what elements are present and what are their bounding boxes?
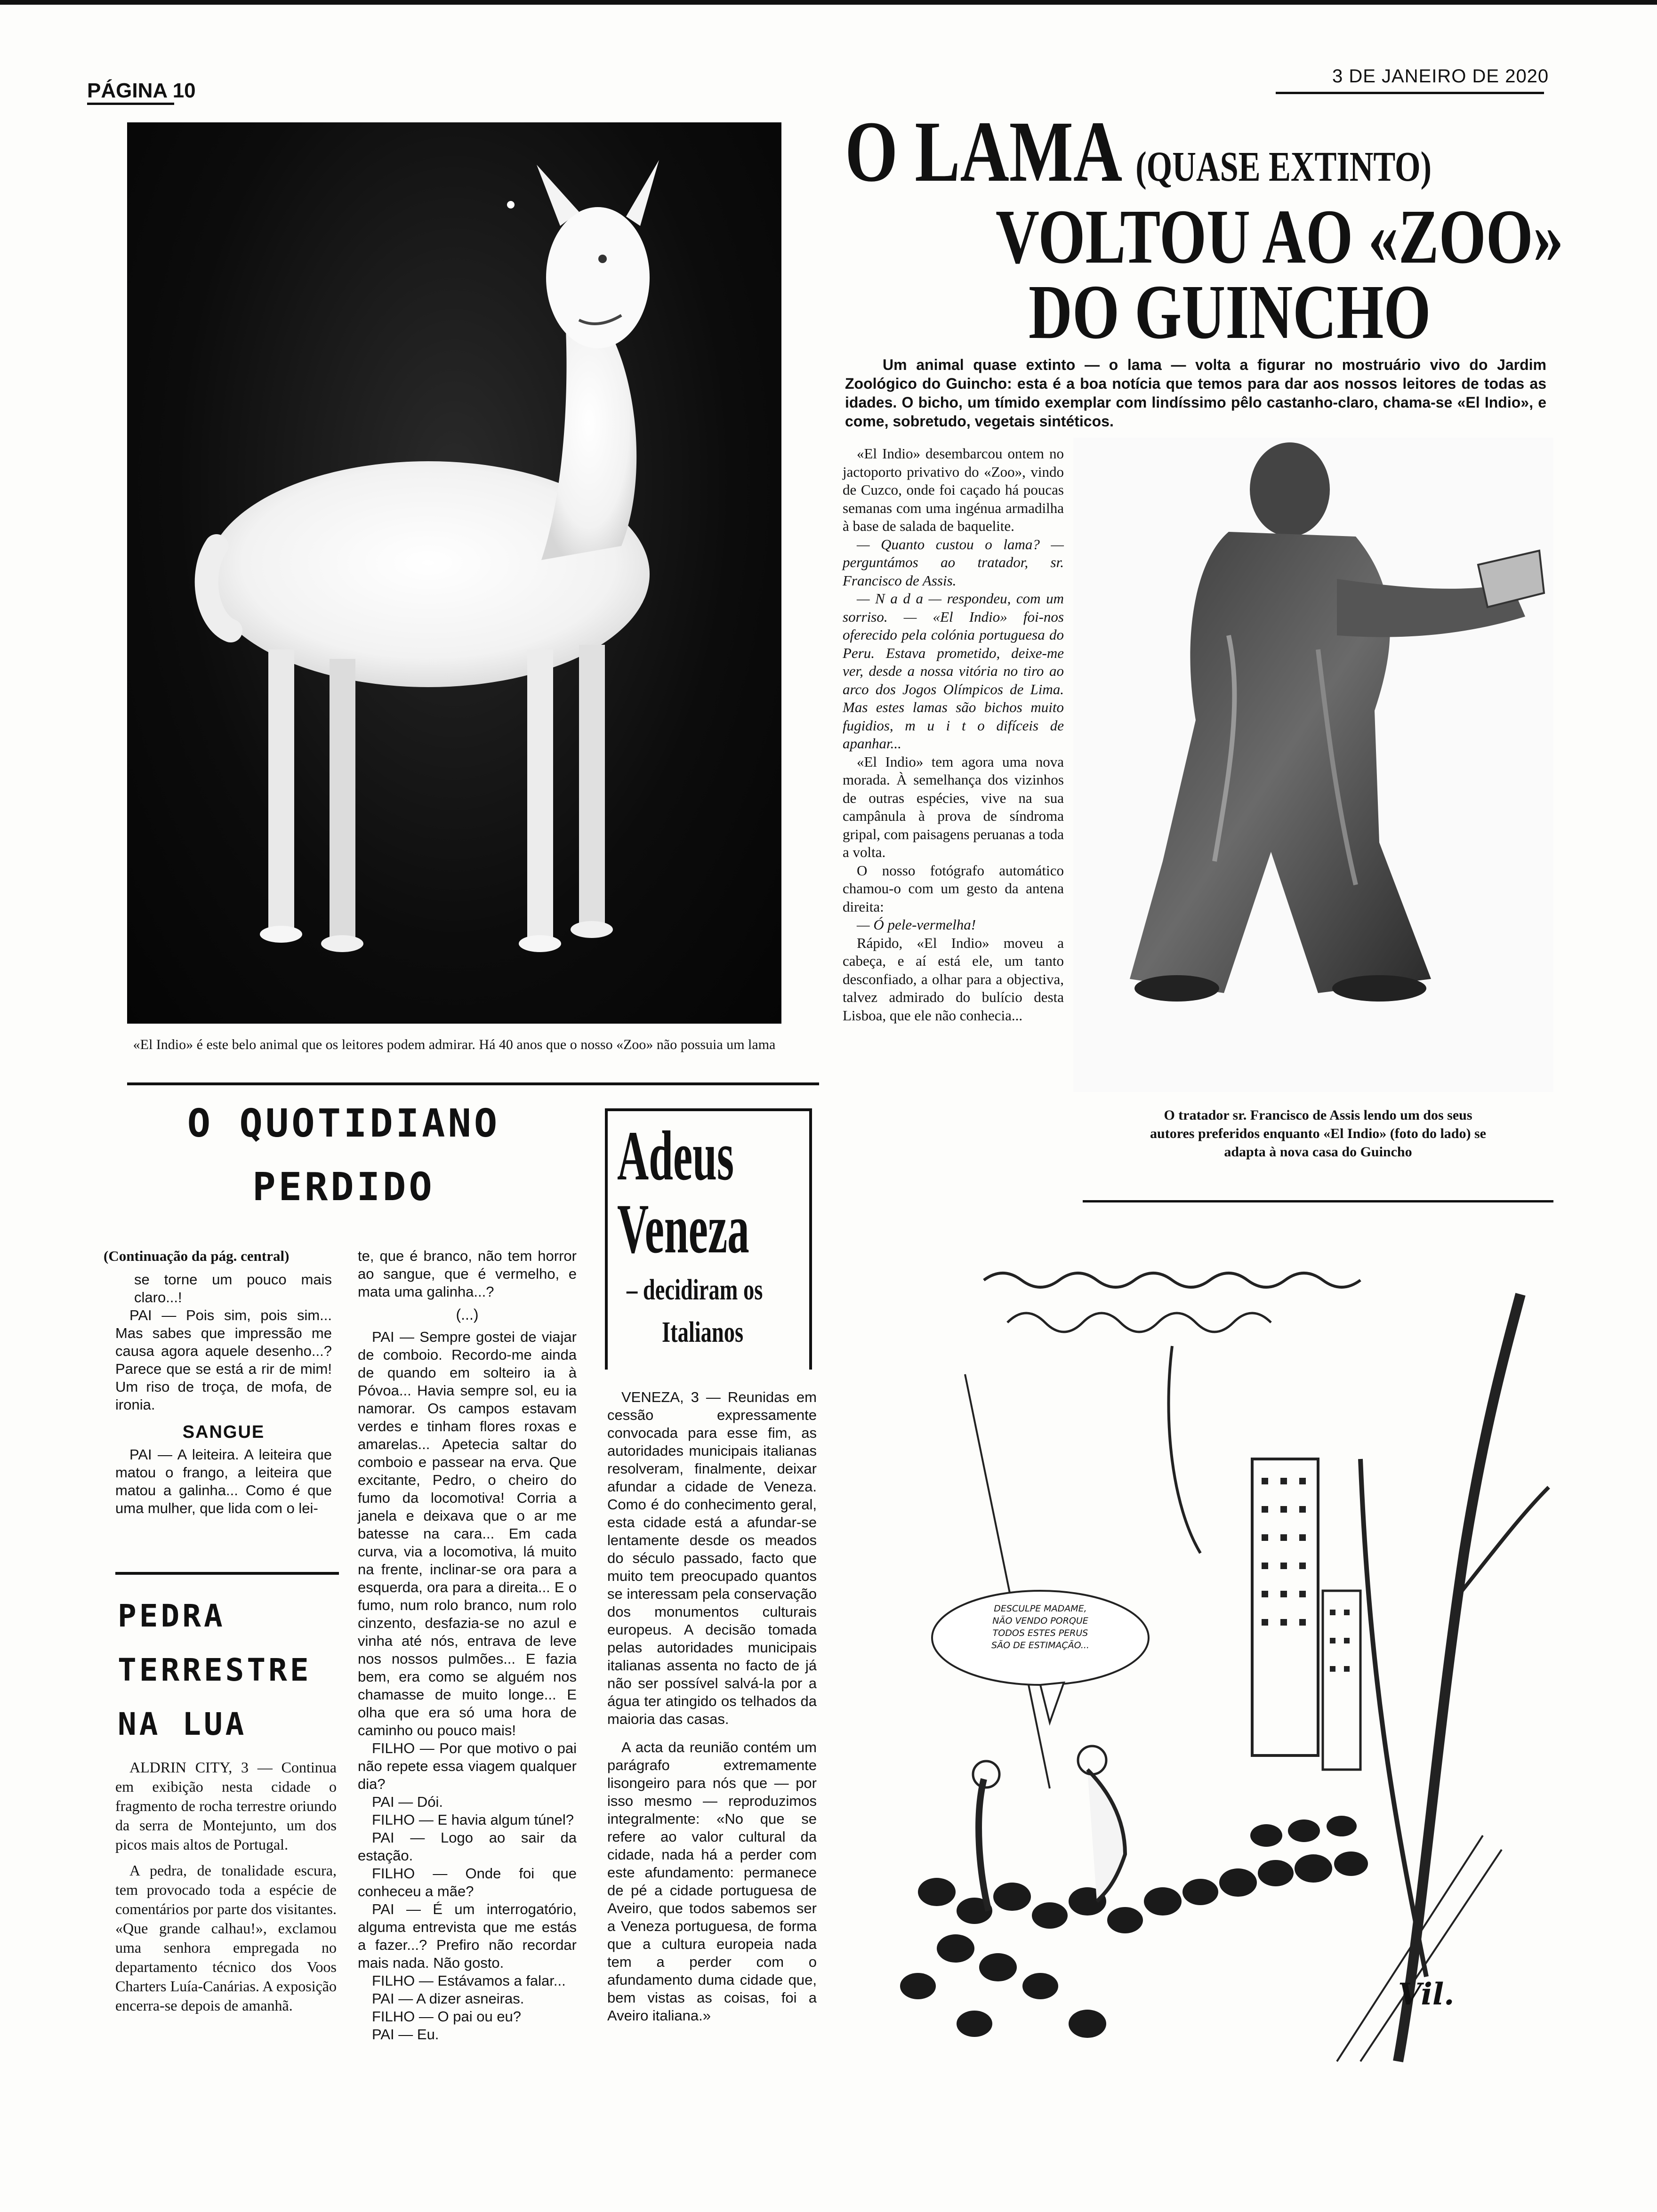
- veneza-title-box: [605, 1108, 812, 1370]
- top-rule: [0, 0, 1657, 5]
- quotidiano-paragraph: PAI — É um interrogatório, alguma entrevista que me estás a fazer...? Prefiro não recordar mais nada. Não gosto.: [358, 1901, 577, 1971]
- pedra-title-line3: NA LUA: [118, 1706, 247, 1742]
- llama-paragraph: «El Indio» tem agora uma nova morada. À semelhança dos vizinhos de outras espécies, vive na sua campânula à prova de síndroma gripal, com paisagens peruanas a toda a volta.: [843, 753, 1064, 860]
- headline-line3: DO GUINCHO: [1029, 269, 1431, 355]
- speech-line: SÃO DE ESTIMAÇÃO...: [991, 1640, 1089, 1651]
- article-lead: Um animal quase extinto — o lama — volta a figurar no mostruário vivo do Jardim Zoológico do Guincho: esta é a boa notícia que temos para dar aos nossos leitores de todas as idades. O bicho, um tímido exemplar com lindíssimo pêlo castanho-claro, chama-se «El Indio», e come, sobretudo, vegetais sintéticos.: [845, 356, 1546, 430]
- quotidiano-paragraph: PAI — Dói.: [372, 1794, 443, 1810]
- llama-paragraph: O nosso fotógrafo automático chamou-o com um gesto da antena direita:: [843, 862, 1064, 915]
- veneza-title-line2: Veneza: [617, 1190, 749, 1268]
- section-rule-left: [127, 1082, 819, 1085]
- veneza-paragraph: VENEZA, 3 — Reunidas em cessão expressamente convocada para esse fim, as autoridades municipais italianas resolveram, finalmente, deixar afundar a cidade de Veneza. Como é do conhecimento geral, esta cidade está a afundar-se lentamente desde os meados do século passado, facto que muito tem preocupado quantos se interessam pela conservação dos monumentos culturais europeus. A decisão tomada pelas autoridades municipais italianas assenta no facto de já não ser possível salvá-la por a água ter atingido os telhados da maioria das casas.: [607, 1389, 817, 1727]
- quotidiano-paragraph: PAI — Eu.: [372, 2026, 439, 2043]
- quotidiano-title-line1: O QUOTIDIANO: [187, 1101, 500, 1146]
- quotidiano-col2: [358, 1247, 577, 2044]
- quotidiano-paragraph: FILHO — Estávamos a falar...: [372, 1972, 566, 1989]
- llama-paragraph: Rápido, «El Indio» moveu a cabeça, e aí está ele, um tanto desconfiado, a olhar para a objectiva, talvez admirado do bulício desta Lisboa, que ele não conhecia...: [843, 934, 1064, 1024]
- quotidiano-col1: [115, 1271, 332, 1517]
- llama-paragraph: — N a d a — respondeu, com um sorriso. — «El Indio» foi-nos oferecido pela colónia portuguesa do Peru. Estava prometido, deixe-me ver, desde a nossa vitória no tiro ao arco dos Jogos Olímpicos de Lima. Mas estes lamas são bichos muito fugidios, m u i t o difíceis de apanhar...: [843, 590, 1064, 752]
- quotidiano-paragraph: PAI — Sempre gostei de viajar de comboio. Recordo-me ainda de quando em solteiro ia à Póvoa... Havia sempre sol, eu ia namorar. Os campos estavam verdes e tinham flores roxas e amarelas... Apetecia saltar do comboio e passear na erva. Que excitante, Pedro, o cheiro do fumo da locomotiva! Corria a janela e deixava que o ar me batesse na cara... Em cada curva, via a locomotiva, lá muito na frente, inclinar-se ora para a esquerda, ora para a direita... E o fumo, num rolo branco, num rolo cinzento, desfazia-se no azul e vinha até nós, entrava de leve nos nossos pulmões... E fazia bem, era como se alguém nos chamasse de muito longe... E olha que era só uma hora de caminho ou pouco mais!: [358, 1329, 577, 1739]
- quotidiano-paragraph: FILHO — O pai ou eu?: [372, 2008, 522, 2025]
- veneza-title-line1: Adeus: [617, 1117, 734, 1195]
- llama-paragraph: «El Indio» desembarcou ontem no jactoporto privativo do «Zoo», vindo de Cuzco, onde foi caçado há poucas semanas com uma ingénua armadilha à base de salada de baquelite.: [843, 445, 1064, 534]
- pedra-top-rule: [115, 1572, 339, 1575]
- llama-paragraph: — Quanto custou o lama? — perguntámos ao tratador, sr. Francisco de Assis.: [843, 536, 1064, 589]
- quotidiano-continuation: (Continuação da pág. central): [104, 1248, 290, 1264]
- quotidiano-paragraph: PAI — A leiteira. A leiteira que matou o frango, a leiteira que matou a galinha... Como é que uma mulher, que lida com o lei-: [115, 1446, 332, 1516]
- llama-photo: [127, 122, 781, 1024]
- headline-line2: VOLTOU AO «ZOO»: [996, 193, 1564, 280]
- cartoon-signature: Vil.: [1398, 1977, 1455, 2012]
- veneza-paragraph: A acta da reunião contém um parágrafo extremamente lisongeiro para nós que — por isso mesmo — reproduzimos integralmente: «No que se refere ao valor cultural da cidade, nada há a perder com este afundamento: permanece de pé a cidade portuguesa de Aveiro, que todos sabemos ser a Veneza portuguesa, de forma que a cultura europeia nada tem a perder com o afundamento duma cidade que, bem vistas as coisas, foi a Aveiro italiana.»: [607, 1739, 817, 2024]
- quotidiano-paragraph: PAI — Logo ao sair da estação.: [358, 1829, 577, 1864]
- quotidiano-subhead-sangue: SANGUE: [182, 1422, 265, 1442]
- pedra-article: [115, 1758, 337, 2015]
- quotidiano-paragraph: te, que é branco, não tem horror ao sangue, que é vermelho, e mata uma galinha...?: [358, 1248, 577, 1300]
- pedra-title-line2: TERRESTRE: [118, 1652, 312, 1688]
- quotidiano-ellipsis: (...): [456, 1306, 479, 1323]
- veneza-subtitle-line2: Italianos: [662, 1316, 744, 1348]
- llama-icon: [127, 122, 781, 1024]
- issue-date: 3 DE JANEIRO DE 2020: [1332, 66, 1549, 87]
- reading-man-icon: [1073, 438, 1553, 1092]
- pedra-paragraph: A pedra, de tonalidade escura, tem provocado toda a espécie de comentários por parte dos visitantes. «Que grande calhau!», exclamou uma senhora empregada no departamento técnico dos Voos Charters Luía-Canárias. A exposição encerra-se depois de amanhã.: [115, 1862, 337, 2014]
- speech-line: DESCULPE MADAME,: [994, 1603, 1087, 1614]
- speech-line: NÃO VENDO PORQUE: [992, 1616, 1088, 1626]
- date-underline: [1276, 92, 1544, 94]
- keeper-photo: [1073, 438, 1553, 1092]
- cartoon-speech: [951, 1603, 1130, 1651]
- llama-photo-caption: «El Indio» é este belo animal que os leitores podem admirar. Há 40 anos que o nosso «Zoo» não possuia um lama: [133, 1037, 776, 1052]
- quotidiano-paragraph: FILHO — E havia algum túnel?: [372, 1811, 574, 1828]
- headline-parenthetical: (QUASE EXTINTO): [1135, 144, 1432, 190]
- cartoon-illustration: [843, 1224, 1563, 2071]
- quotidiano-paragraph: PAI — A dizer asneiras.: [372, 1990, 524, 2007]
- quotidiano-paragraph: FILHO — Onde foi que conheceu a mãe?: [358, 1865, 577, 1899]
- llama-article-column: [843, 445, 1064, 1025]
- page-number-underline: [87, 103, 174, 105]
- page-number: PÁGINA 10: [87, 79, 196, 102]
- speech-line: TODOS ESTES PERUS: [992, 1628, 1088, 1638]
- veneza-article: [607, 1388, 817, 2025]
- headline-main: O LAMA: [845, 104, 1119, 200]
- quotidiano-title-line2: PERDIDO: [252, 1165, 435, 1210]
- section-rule-right: [1083, 1200, 1553, 1202]
- quotidiano-paragraph: FILHO — Por que motivo o pai não repete essa viagem qualquer dia?: [358, 1740, 577, 1792]
- veneza-subtitle-line1: – decidiram os: [627, 1274, 763, 1306]
- pedra-paragraph: ALDRIN CITY, 3 — Continua em exibição nesta cidade o fragmento de rocha terrestre oriundo da serra de Montejunto, um dos picos mais altos de Portugal.: [115, 1759, 337, 1853]
- pedra-title-line1: PEDRA: [118, 1598, 225, 1634]
- quotidiano-paragraph: PAI — Pois sim, pois sim... Mas sabes que impressão me causa agora aquele desenho...? Parece que se está a rir de mim! Um riso de troça, de mofa, de ironia.: [115, 1307, 332, 1413]
- llama-paragraph: — Ó pele-vermelha!: [857, 916, 976, 933]
- quotidiano-paragraph: se torne um pouco mais claro...!: [134, 1271, 332, 1306]
- keeper-photo-caption: O tratador sr. Francisco de Assis lendo um dos seus autores preferidos enquanto «El Indio» (foto do lado) se adapta à nova casa do Guincho: [1150, 1107, 1486, 1160]
